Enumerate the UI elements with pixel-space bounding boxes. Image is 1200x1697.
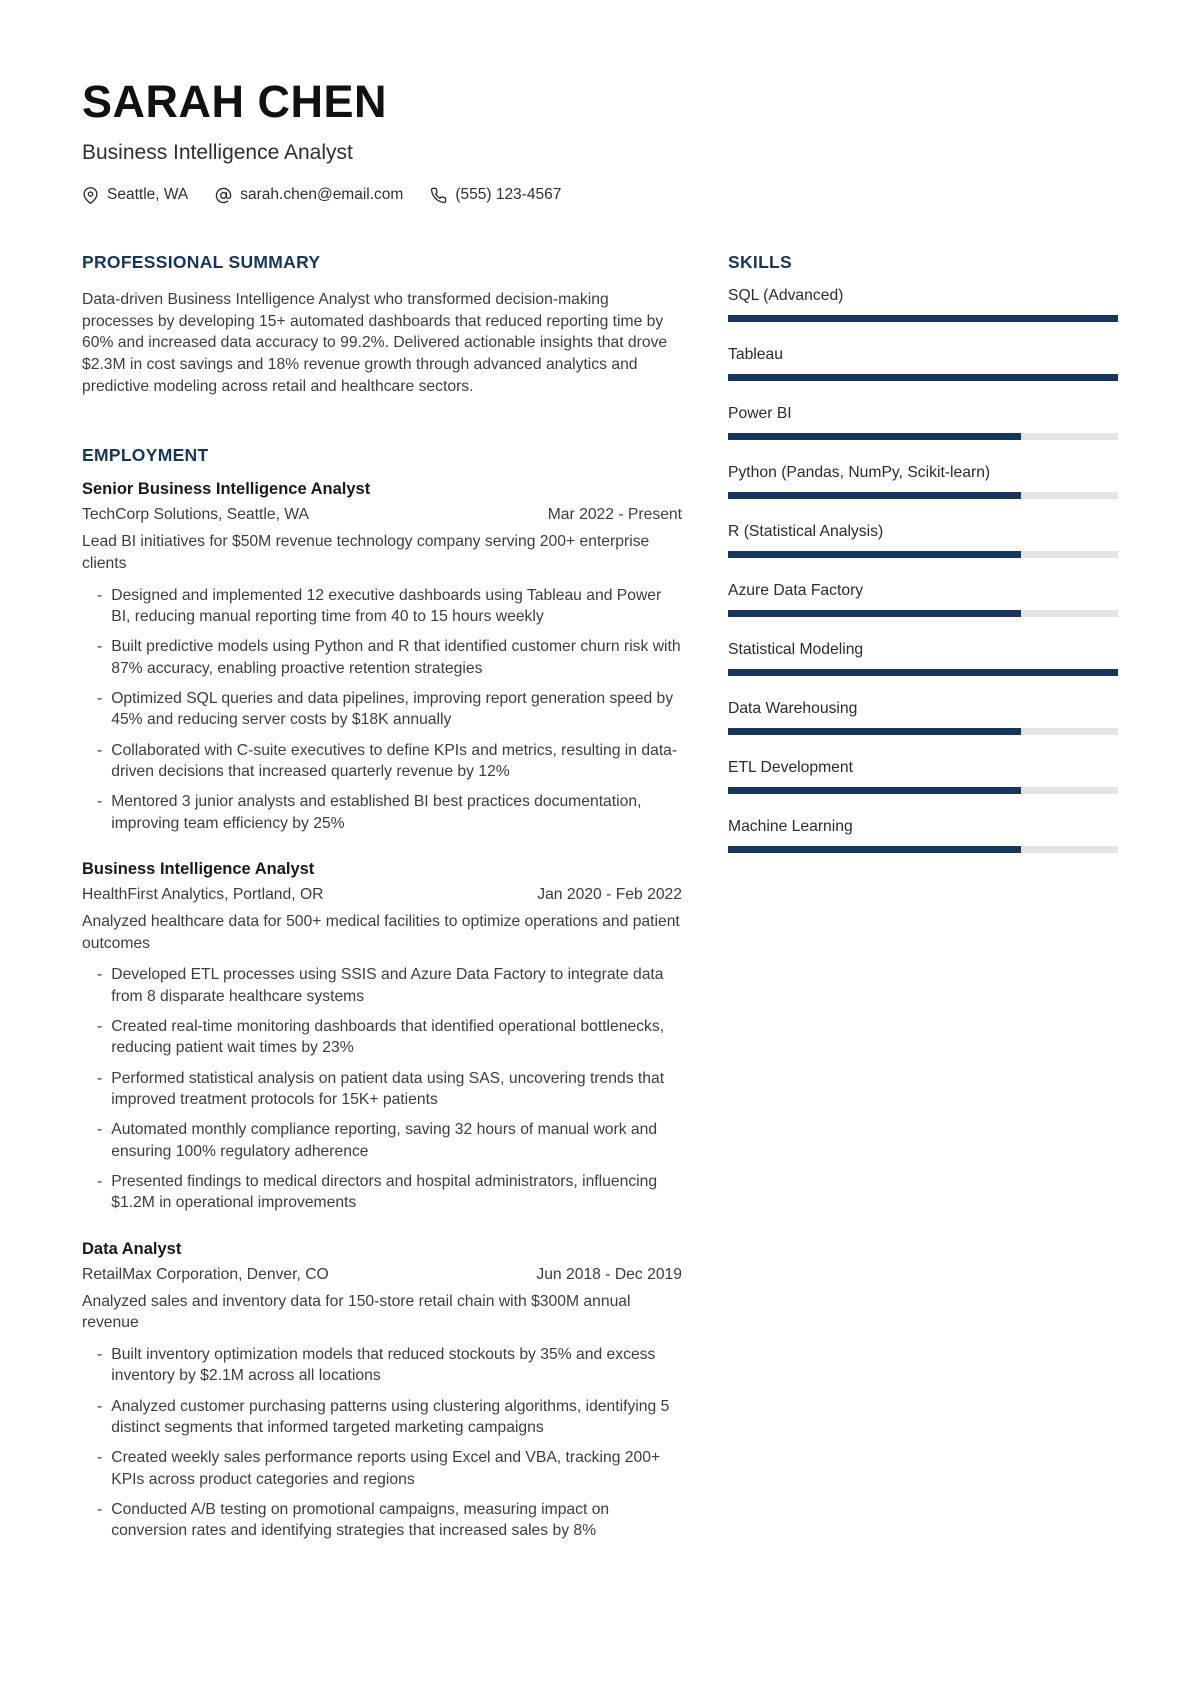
- skill-item: [728, 405, 1118, 440]
- skill-level-bar: [728, 669, 1118, 676]
- skill-name: Azure Data Factory: [728, 582, 864, 600]
- job-entry: [82, 1240, 682, 1542]
- bullet-text: - Presented findings to medical directors and hospital administrators, influencing $1.2M in operational improvements: [111, 1173, 658, 1212]
- skill-item: [728, 759, 1118, 794]
- location-pin-icon: [82, 187, 99, 204]
- skill-level-bar: [728, 846, 1118, 853]
- skill-level-fill: [728, 728, 1021, 735]
- skill-level-bar: [728, 433, 1118, 440]
- skill-level-bar: [728, 315, 1118, 322]
- bullet-text: - Built inventory optimization models that reduced stockouts by 35% and excess inventory by $2.1M across all locations: [111, 1346, 656, 1385]
- skill-name: R (Statistical Analysis): [728, 523, 884, 541]
- skill-level-bar: [728, 492, 1118, 499]
- job-list: [82, 480, 682, 1542]
- skill-name: Power BI: [728, 405, 792, 423]
- skill-name: Machine Learning: [728, 818, 853, 836]
- skill-item: [728, 464, 1118, 499]
- skill-level-fill: [728, 374, 1118, 381]
- skill-item: [728, 346, 1118, 381]
- job-meta-row: [82, 506, 682, 524]
- skills-heading: SKILLS: [728, 252, 793, 273]
- skill-level-fill: [728, 846, 1021, 853]
- bullet-item: [82, 1447, 682, 1490]
- candidate-name: SARAH CHEN: [82, 76, 388, 127]
- bullet-text: - Performed statistical analysis on patient data using SAS, uncovering trends that improved treatment protocols for 15K+ patients: [111, 1069, 665, 1108]
- content-columns: [82, 252, 1118, 1551]
- bullet-item: [82, 1344, 682, 1387]
- job-description: Lead BI initiatives for $50M revenue technology company serving 200+ enterprise clients: [82, 533, 650, 572]
- skill-level-fill: [728, 610, 1021, 617]
- employment-section: [82, 445, 682, 1542]
- skill-item: [728, 700, 1118, 735]
- skill-item: [728, 641, 1118, 676]
- bullet-item: [82, 964, 682, 1007]
- bullet-item: [82, 740, 682, 783]
- bullet-text: - Created weekly sales performance reports using Excel and VBA, tracking 200+ KPIs across product categories and regions: [111, 1449, 661, 1488]
- job-company: HealthFirst Analytics, Portland, OR: [82, 885, 324, 903]
- job-dates: Jun 2018 - Dec 2019: [536, 1265, 682, 1283]
- job-dates: Jan 2020 - Feb 2022: [537, 885, 682, 903]
- bullet-text: - Conducted A/B testing on promotional campaigns, measuring impact on conversion rates and identifying strategies that increased sales by 8%: [111, 1501, 610, 1540]
- skill-level-fill: [728, 551, 1021, 558]
- job-entry: [82, 480, 682, 834]
- job-dates: Mar 2022 - Present: [547, 506, 682, 524]
- skill-level-fill: [728, 433, 1021, 440]
- contact-item-location: [82, 186, 188, 204]
- job-description: Analyzed sales and inventory data for 150-store retail chain with $300M annual revenue: [82, 1292, 631, 1332]
- bullet-item: [82, 688, 682, 731]
- bullet-text: - Created real-time monitoring dashboards that identified operational bottlenecks, reducing patient wait times by 23%: [111, 1017, 665, 1057]
- skill-item: [728, 818, 1118, 853]
- at-sign-icon: [215, 187, 232, 204]
- skill-name: Tableau: [728, 346, 783, 364]
- bullet-item: [82, 1016, 682, 1059]
- job-meta-row: [82, 886, 682, 904]
- bullet-text: - Analyzed customer purchasing patterns using clustering algorithms, identifying 5 distinct segments that informed targeted marketing campaigns: [111, 1397, 670, 1437]
- skill-name: Statistical Modeling: [728, 641, 864, 659]
- bullet-item: [82, 1068, 682, 1111]
- bullet-text: - Developed ETL processes using SSIS and Azure Data Factory to integrate data from 8 disparate healthcare systems: [111, 966, 664, 1005]
- job-company: RetailMax Corporation, Denver, CO: [82, 1265, 329, 1283]
- skill-name: SQL (Advanced): [728, 287, 844, 305]
- summary-section: [82, 252, 682, 397]
- main-column: [82, 252, 682, 1551]
- job-title: Senior Business Intelligence Analyst: [82, 480, 371, 499]
- bullet-text: - Built predictive models using Python and R that identified customer churn risk with 87% accuracy, enabling proactive retention strategies: [111, 638, 681, 677]
- contact-email-text: sarah.chen@email.com: [240, 186, 404, 204]
- bullet-item: [82, 1119, 682, 1162]
- bullet-item: [82, 1499, 682, 1542]
- job-description: Analyzed healthcare data for 500+ medical facilities to optimize operations and patient outcomes: [82, 912, 680, 952]
- skill-list: [728, 287, 1118, 853]
- summary-text: Data-driven Business Intelligence Analyst who transformed decision-making processes by developing 15+ automated dashboards that reduced reporting time by 60% and increased data accuracy to 99.2%. Delivered actionable insights that drove $2.3M in cost savings and 18% revenue growth through advanced analytics and predictive modeling across retail and healthcare sectors.: [82, 290, 668, 395]
- skills-sidebar: [728, 252, 1118, 1551]
- bullet-text: - Automated monthly compliance reporting, saving 32 hours of manual work and ensuring 100% regulatory adherence: [111, 1121, 658, 1160]
- job-title: Data Analyst: [82, 1239, 182, 1258]
- skill-level-bar: [728, 551, 1118, 558]
- skill-name: Data Warehousing: [728, 700, 858, 718]
- skill-name: Python (Pandas, NumPy, Scikit-learn): [728, 464, 991, 482]
- bullet-item: [82, 1171, 682, 1214]
- skill-item: [728, 523, 1118, 558]
- skill-level-bar: [728, 728, 1118, 735]
- skill-name: ETL Development: [728, 759, 853, 777]
- skill-level-bar: [728, 610, 1118, 617]
- employment-heading: EMPLOYMENT: [82, 445, 209, 466]
- resume-header: [82, 78, 1118, 204]
- skill-level-fill: [728, 787, 1021, 794]
- skill-level-bar: [728, 374, 1118, 381]
- bullet-text: - Collaborated with C-suite executives to define KPIs and metrics, resulting in data-driven decisions that increased quarterly revenue by 12%: [111, 741, 678, 780]
- candidate-headline: Business Intelligence Analyst: [82, 141, 353, 165]
- phone-icon: [430, 187, 447, 204]
- contact-phone-text: (555) 123-4567: [455, 186, 562, 204]
- job-bullets: [82, 585, 682, 834]
- summary-heading: PROFESSIONAL SUMMARY: [82, 252, 321, 273]
- skill-level-fill: [728, 315, 1118, 322]
- bullet-item: [82, 791, 682, 834]
- contact-row: [82, 186, 1118, 204]
- skill-level-fill: [728, 492, 1021, 499]
- skill-level-fill: [728, 669, 1118, 676]
- job-bullets: [82, 964, 682, 1213]
- bullet-text: - Designed and implemented 12 executive dashboards using Tableau and Power BI, reducing manual reporting time from 40 to 15 hours weekly: [111, 586, 662, 625]
- job-entry: [82, 860, 682, 1214]
- bullet-item: [82, 636, 682, 679]
- bullet-text: - Mentored 3 junior analysts and established BI best practices documentation, improving team efficiency by 25%: [111, 793, 642, 832]
- contact-location-text: Seattle, WA: [107, 186, 189, 204]
- job-title: Business Intelligence Analyst: [82, 859, 315, 878]
- job-bullets: [82, 1344, 682, 1542]
- skill-item: [728, 287, 1118, 322]
- contact-item-phone: [430, 186, 561, 204]
- skill-item: [728, 582, 1118, 617]
- job-meta-row: [82, 1266, 682, 1284]
- bullet-text: - Optimized SQL queries and data pipelines, improving report generation speed by 45% and reducing server costs by $18K annually: [111, 689, 674, 729]
- bullet-item: [82, 1396, 682, 1439]
- job-company: TechCorp Solutions, Seattle, WA: [82, 506, 309, 524]
- bullet-item: [82, 585, 682, 628]
- skill-level-bar: [728, 787, 1118, 794]
- contact-item-email: [215, 186, 403, 204]
